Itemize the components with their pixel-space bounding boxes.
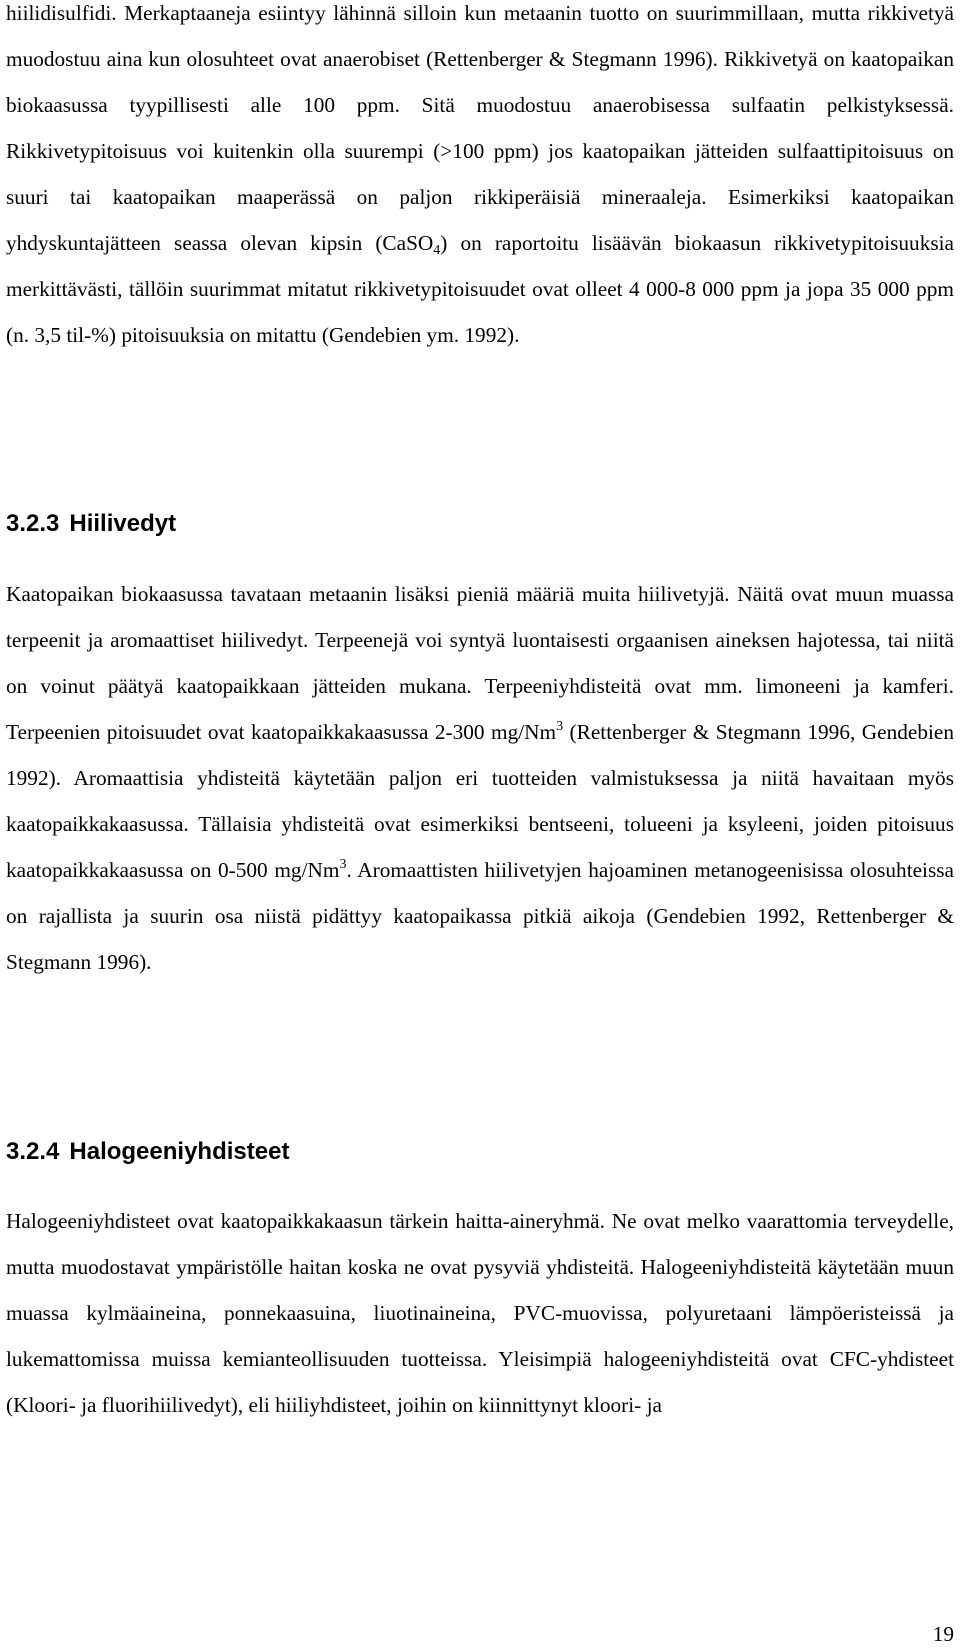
paragraph-sulfur-compounds	[6, 0, 954, 358]
paragraph-halogen-compounds	[6, 1198, 954, 1428]
section-title: Halogeeniyhdisteet	[69, 1138, 290, 1165]
paragraph-text: hiilidisulfidi. Merkaptaaneja esiintyy lähinnä silloin kun metaanin tuotto on suurimmillaan, mutta rikkivetyä muodostuu aina kun olosuhteet ovat anaerobiset (Rettenberger & Stegmann 1996). Rikkivetyä on kaatopaikan biokaasussa tyypillisesti alle 100 ppm. Sitä muodostuu anaerobisessa sulfaatin pelkistyksessä. Rikkivetypitoisuus voi kuitenkin olla suurempi (>100 ppm) jos kaatopaikan jätteiden sulfaattipitoisuus on suuri tai kaatopaikan maaperässä on paljon rikkiperäisiä mineraaleja. Esimerkiksi kaatopaikan yhdyskuntajätteen seassa olevan kipsin (CaSO	[6, 1, 954, 255]
paragraph-text: (Rettenberger & Stegmann 1996, Gendebien 1992). Aromaattisia yhdisteitä käytetään paljon eri tuotteiden valmistuksessa ja niitä havaitaan myös kaatopaikkakaasussa. Tällaisia yhdisteitä ovat esimerkiksi bentseeni, tolueeni ja ksyleeni, joiden pitoisuus kaatopaikkakaasussa on 0-500 mg/Nm	[6, 720, 954, 882]
paragraph-text: ) on raportoitu lisäävän biokaasun rikkivetypitoisuuksia merkittävästi, tällöin suurimmat mitatut rikkivetypitoisuudet ovat olleet 4 000-8 000 ppm ja jopa 35 000 ppm (n. 3,5 til-%) pitoisuuksia on mitattu (Gendebien ym. 1992).	[6, 231, 955, 347]
superscript: 3	[339, 857, 347, 872]
paragraph-text: . Aromaattisten hiilivetyjen hajoaminen metanogeenisissa olosuhteissa on rajallista ja suurin osa niistä pidättyy kaatopaikassa pitkiä aikoja (Gendebien 1992, Rettenberger & Stegmann 1996).	[6, 858, 955, 974]
section-heading-halogeeniyhdisteet	[6, 1137, 289, 1167]
section-number: 3.2.4	[6, 1138, 60, 1165]
section-number: 3.2.3	[6, 510, 60, 537]
section-heading-hiilivedyt	[6, 509, 176, 539]
paragraph-hydrocarbons	[6, 571, 954, 985]
paragraph-text: Halogeeniyhdisteet ovat kaatopaikkakaasun tärkein haitta-aineryhmä. Ne ovat melko vaarattomia terveydelle, mutta muodostavat ympäristölle haitan koska ne ovat pysyviä yhdisteitä. Halogeeniyhdisteitä käytetään muun muassa kylmäaineina, ponnekaasuina, liuotinaineina, PVC-muovissa, polyuretaani lämpöeristeissä ja lukemattomissa muissa kemianteollisuuden tuotteissa. Yleisimpiä halogeeniyhdisteitä ovat CFC-yhdisteet (Kloori- ja fluorihiilivedyt), eli hiiliyhdisteet, joihin on kiinnittynyt kloori- ja	[6, 1209, 954, 1417]
section-title: Hiilivedyt	[69, 510, 177, 537]
subscript: 4	[433, 243, 441, 258]
page-number: 19	[932, 1622, 954, 1646]
paragraph-text: Kaatopaikan biokaasussa tavataan metaanin lisäksi pieniä määriä muita hiilivetyjä. Näitä ovat muun muassa terpeenit ja aromaattiset hiilivedyt. Terpeenejä voi syntyä luontaisesti orgaanisen aineksen hajotessa, tai niitä on voinut päätyä kaatopaikkaan jätteiden mukana. Terpeeniyhdisteitä ovat mm. limoneeni ja kamferi. Terpeenien pitoisuudet ovat kaatopaikkakaasussa 2-300 mg/Nm	[6, 582, 954, 744]
superscript: 3	[556, 719, 564, 734]
